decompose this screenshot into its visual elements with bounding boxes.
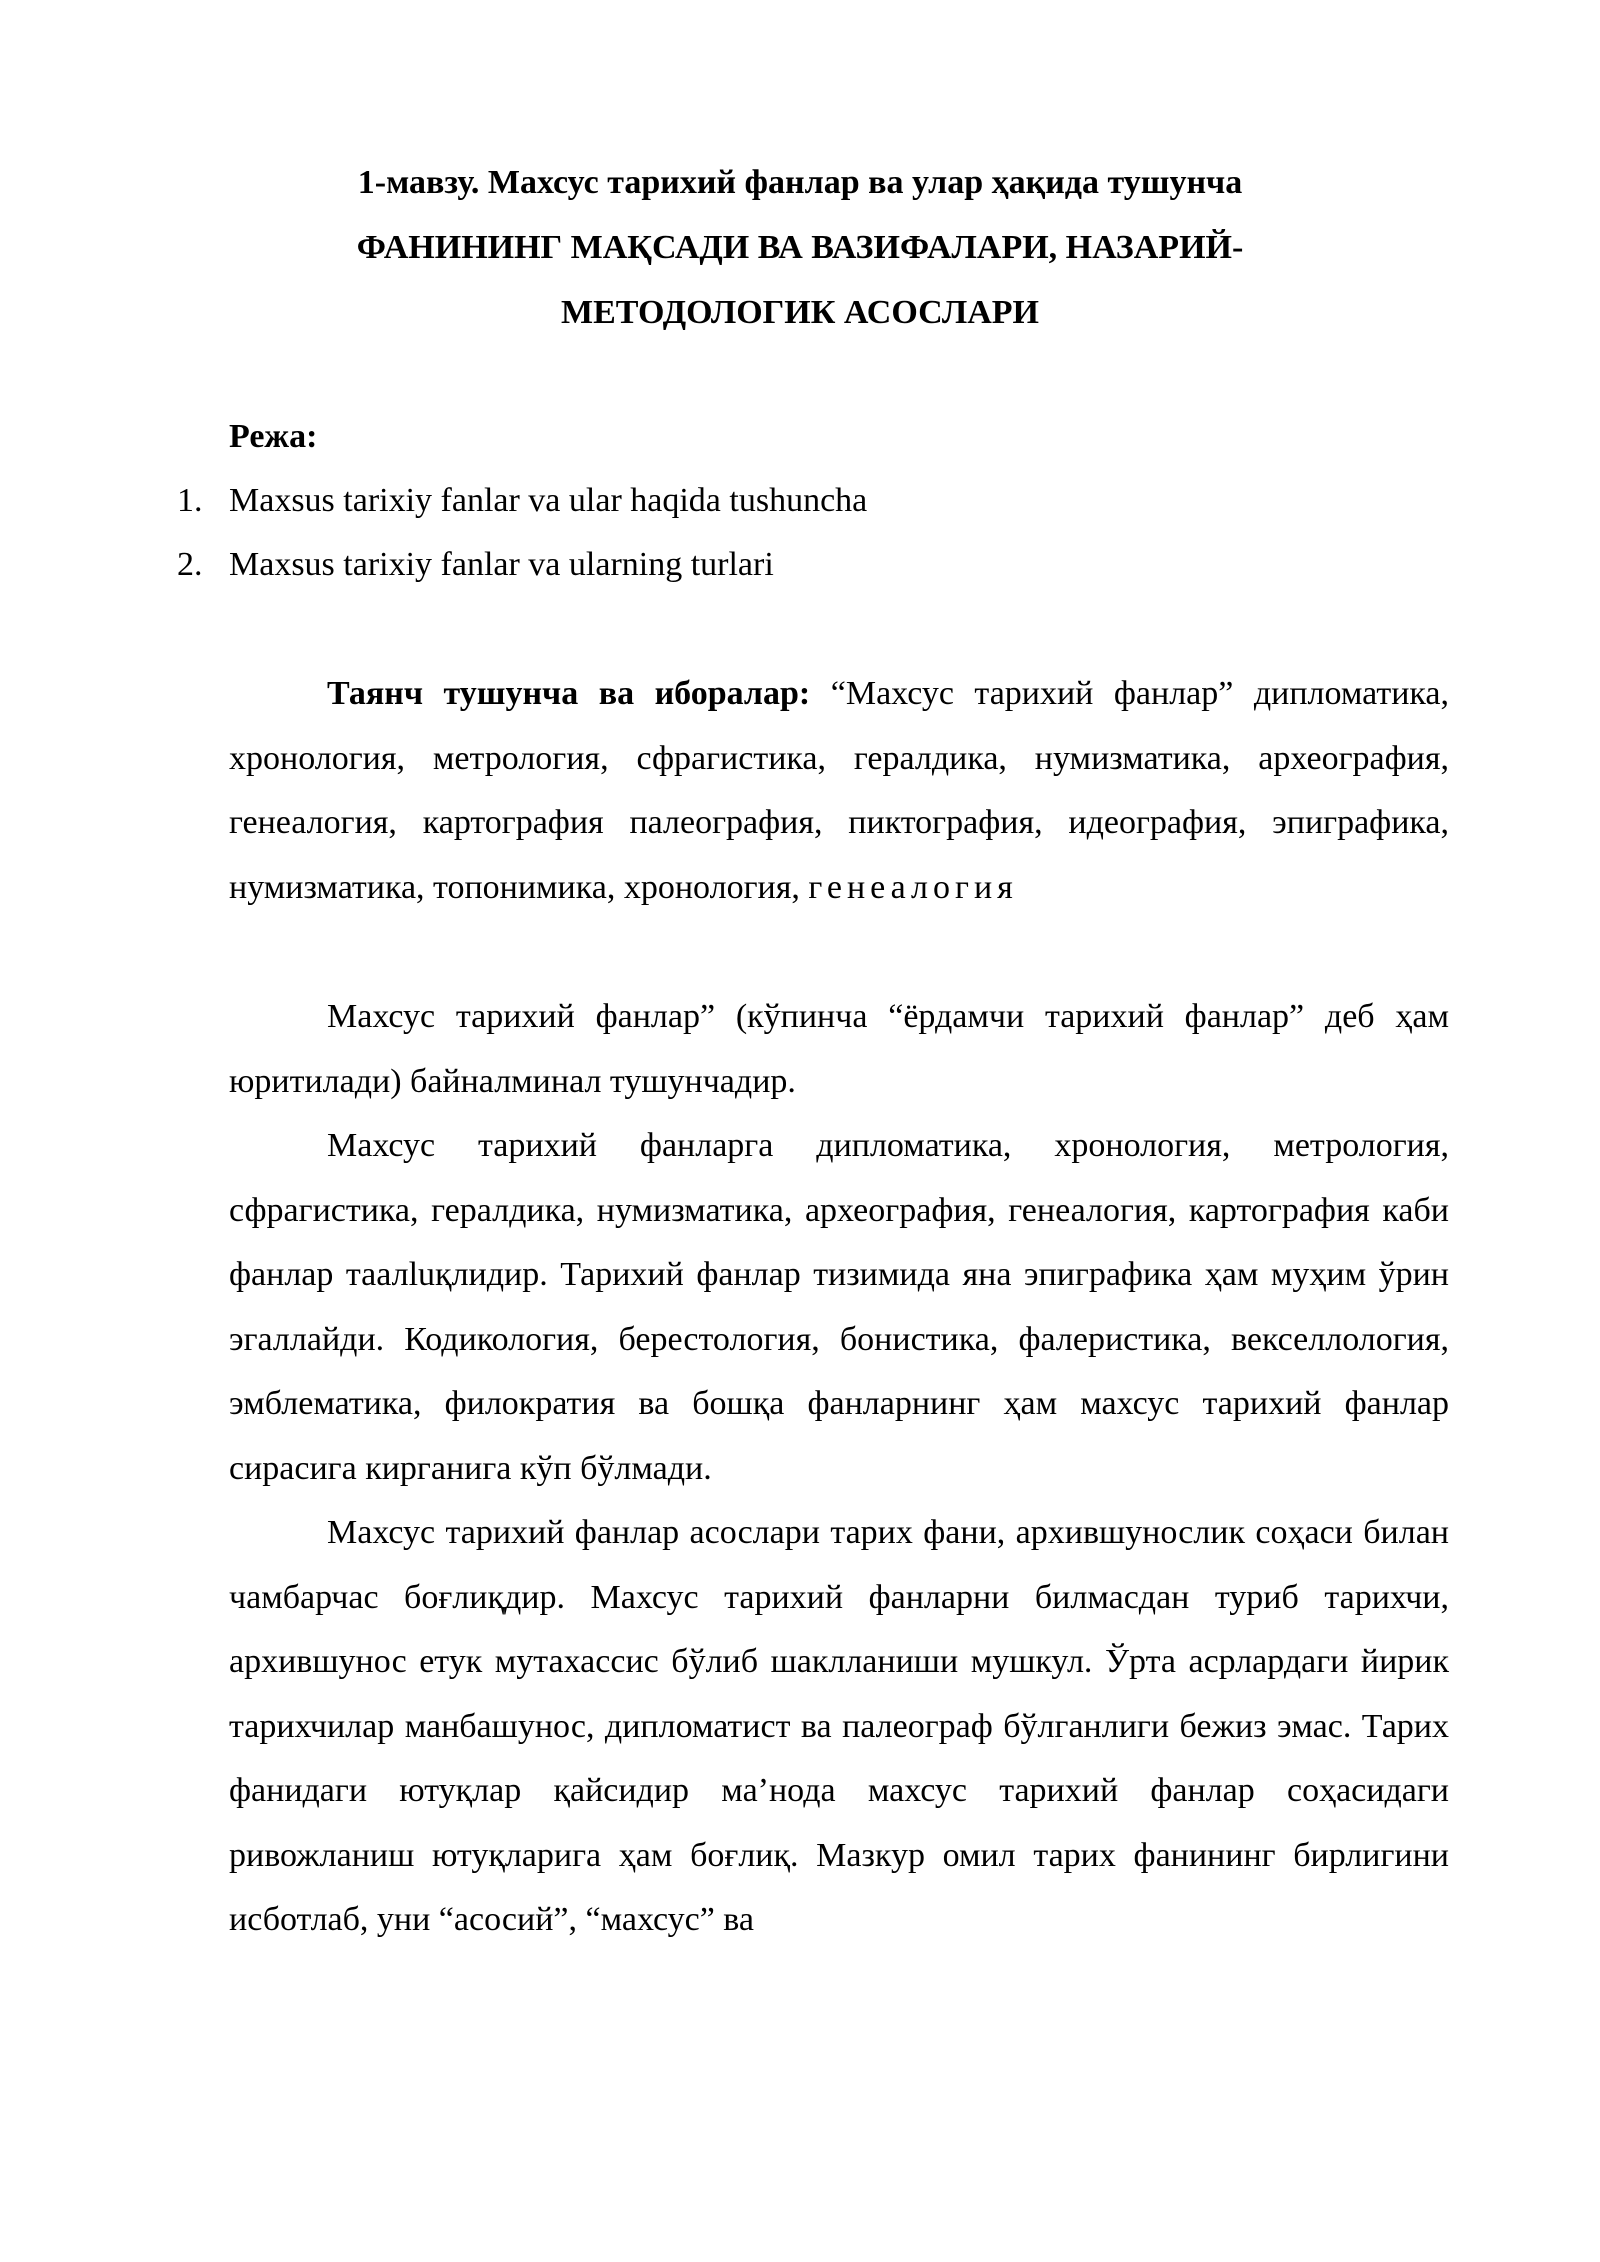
plan-list-item	[177, 533, 1449, 597]
title-line-2: ФАНИНИНГ МАҚСАДИ ВА ВАЗИФАЛАРИ, НАЗАРИЙ-	[356, 229, 1244, 266]
plan-item-text: Maxsus tarixiy fanlar va ular haqida tushuncha	[229, 482, 868, 519]
keywords-spaced-word: генеалогия	[808, 868, 1018, 906]
title-line-3: МЕТОДОЛОГИК АСОСЛАРИ	[561, 294, 1039, 331]
document-body	[229, 662, 1449, 1953]
body-paragraph: Махсус тарихий фанларга дипломатика, хронология, метрология, сфрагистика, гералдика, нумизматика, археография, генеалогия, картография каби фанлар таалluқлидир. Тарихий фанлар тизимида яна эпиграфика ҳам муҳим ўрин эгаллайди. Кодикология, берестология, бонистика, фалеристика, векселлология, эмблематика, филократия ва бошқа фанларнинг ҳам махсус тарихий фанлар сирасига кирганига кўп бўлмади.	[229, 1127, 1449, 1487]
keywords-paragraph	[229, 662, 1449, 920]
keywords-label: Таянч тушунча ва иборалар:	[327, 675, 811, 712]
plan-item-number: 2.	[177, 546, 203, 583]
document-title	[0, 150, 1600, 345]
plan-list-item	[177, 469, 1449, 533]
body-paragraph: Махсус тарихий фанлар асослари тарих фани, архившунослик соҳаси билан чамбарчас боғлиқдир. Махсус тарихий фанларни билмасдан туриб тарихчи, архившунос етук мутахассис бўлиб шаклланиши мушкул. Ўрта асрлардаги йирик тарихчилар манбашунос, дипломатист ва палеограф бўлганлиги бежиз эмас. Тарих фанидаги ютуқлар қайсидир ма’нода махсус тарихий фанлар соҳасидаги ривожланиш ютуқларига ҳам боғлиқ. Мазкур омил тарих фанининг бирлигини исботлаб, уни “асосий”, “махсус” ва	[229, 1514, 1449, 1938]
keywords-text: “Махсус тарихий фанлар” дипломатика, хронология, метрология, сфрагистика, гералдика, нумизматика, археография, генеалогия, картография палеография, пиктография, идеография, эпиграфика, нумизматика, топонимика, хронология,	[229, 675, 1450, 906]
title-line-1: 1-мавзу. Махсус тарихий фанлар ва улар ҳақида тушунча	[357, 164, 1243, 201]
body-paragraph: Махсус тарихий фанлар” (кўпинча “ёрдамчи тарихий фанлар” деб ҳам юритилади) байналминал тушунчадир.	[229, 998, 1449, 1100]
plan-heading: Режа:	[229, 418, 318, 455]
plan-item-text: Maxsus tarixiy fanlar va ularning turlari	[229, 546, 774, 583]
plan-section	[177, 405, 1449, 597]
plan-item-number: 1.	[177, 482, 203, 519]
